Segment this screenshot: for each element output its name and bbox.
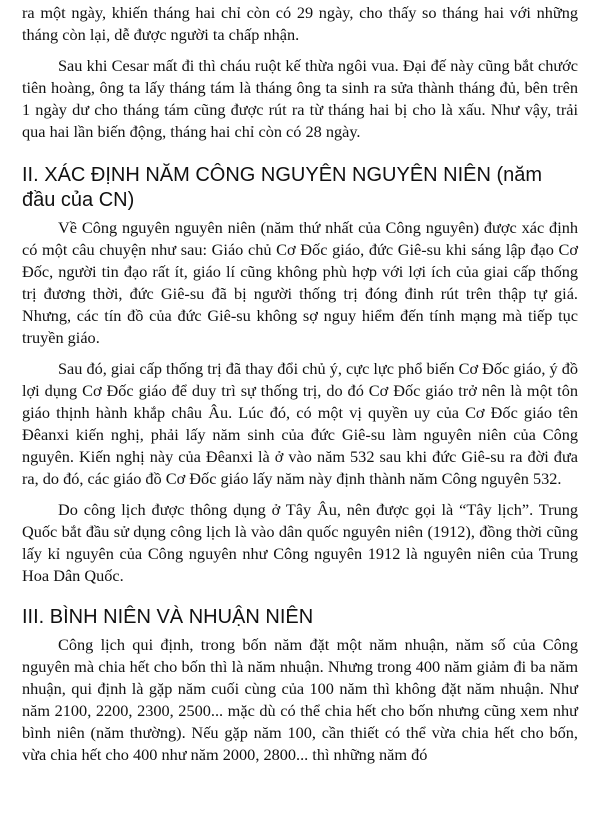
paragraph: Sau đó, giai cấp thống trị đã thay đổi chủ ý, cực lực phổ biến Cơ Đốc giáo, ý đồ lợi dụng Cơ Đốc giáo để duy trì sự thống trị, do đó Cơ Đốc giáo trở nên là một tôn giáo thịnh hành khắp châu Âu. Lúc đó, có một vị quyền uy của Cơ Đốc giáo tên Đêanxi kiến nghị, phải lấy năm sinh của đức Giê-su làm nguyên niên của Công nguyên. Kiến nghị này của Đêanxi là ở vào năm 532 sau khi đức Giê-su ra đời đưa ra, do đó, các giáo đồ Cơ Đốc giáo lấy năm này định thành năm Công nguyên 532. [22,359,579,488]
section-heading: II. XÁC ĐỊNH NĂM CÔNG NGUYÊN NGUYÊN NIÊN (năm đầu của CN) [22,164,543,211]
paragraph: Sau khi Cesar mất đi thì cháu ruột kế thừa ngôi vua. Đại đế này cũng bắt chước tiên hoàng, ông ta lấy tháng tám là tháng ông ta sinh ra sửa thành tháng đủ, bên trên 1 ngày dư cho tháng tám cũng được rút ra từ tháng hai bị cho là xấu. Như vậy, trải qua hai lần biến động, tháng hai chỉ còn có 28 ngày. [22,56,578,141]
paragraph: ra một ngày, khiến tháng hai chỉ còn có 29 ngày, cho thấy so tháng hai với những tháng còn lại, dễ được người ta chấp nhận. [22,3,578,44]
paragraph: Về Công nguyên nguyên niên (năm thứ nhất của Công nguyên) được xác định có một câu chuyện như sau: Giáo chủ Cơ Đốc giáo, đức Giê-su khi sáng lập đạo Cơ Đốc, người tin đạo rất ít, giáo lí cũng không phù hợp với lợi ích của giai cấp thống trị đương thời, đức Giê-su đã bị người thống trị đóng đinh rút trên thập tự giá. Nhưng, các tín đồ của đức Giê-su không sợ nguy hiểm đến tính mạng mà tiếp tục truyền giáo. [22,218,578,347]
paragraph: Công lịch qui định, trong bốn năm đặt một năm nhuận, năm số của Công nguyên mà chia hết cho bốn thì là năm nhuận. Nhưng trong 400 năm giảm đi ba năm nhuận, qui định là gặp năm cuối cùng của 100 năm thì không đặt năm nhuận. Như năm 2100, 2200, 2300, 2500... mặc dù có thể chia hết cho bốn nhưng cũng xem như bình niên (năm thường). Nếu gặp năm 100, cần thiết có thể vừa chia hết cho bốn, vừa chia hết cho 400 như năm 2000, 2800... thì những năm đó [22,635,578,764]
section-heading: III. BÌNH NIÊN VÀ NHUẬN NIÊN [22,606,314,628]
paragraph: Do công lịch được thông dụng ở Tây Âu, nên được gọi là “Tây lịch”. Trung Quốc bắt đầu sử dụng công lịch là vào dân quốc nguyên niên (1912), đồng thời cũng lấy kỉ nguyên của Công nguyên như Công nguyên 1912 là nguyên niên của Trung Hoa Dân Quốc. [22,500,578,585]
